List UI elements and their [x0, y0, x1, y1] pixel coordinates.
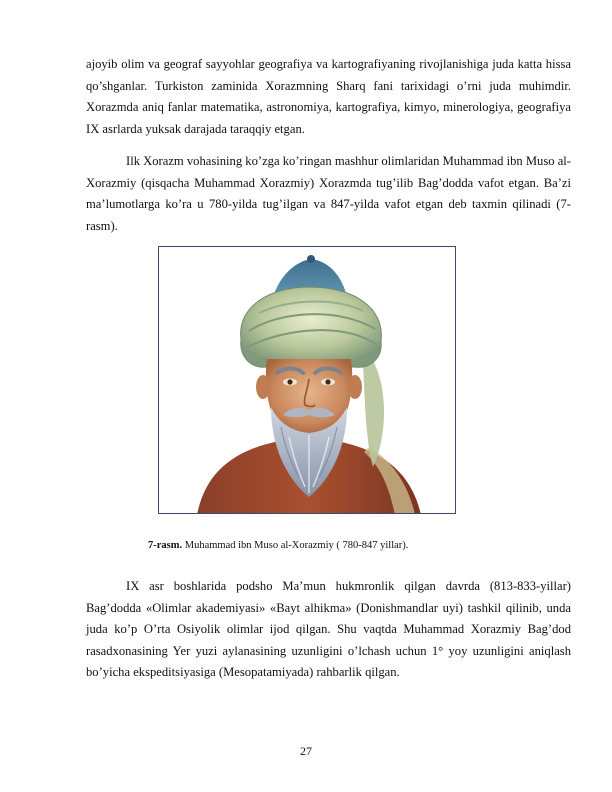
figure-caption	[148, 540, 408, 551]
page-number: 27	[300, 744, 312, 758]
paragraph-3: IX asr boshlarida podsho Ma’mun hukmronlik qilgan davrda (813-833-yillar) Bag’dodda «Olimlar akademiyasi» «Bayt alhikma» (Donishmandlar uyi) tashkil qilinib, unda juda ko’p O’rta Osiyolik olimlar ijod qilgan. Shu vaqtda Muhammad Xorazmiy Bag’dod rasadxonasining Yer yuzi aylanasining uzunligini o’lchash uchun 1° yoy uzunligini aniqlash bo’yicha ekspeditsiyasiga (Mesopatamiyada) rahbarlik qilgan.	[86, 579, 571, 679]
figure-caption-label: 7-rasm.	[148, 540, 183, 551]
portrait-illustration-icon	[159, 247, 456, 514]
paragraph-2: Ilk Xorazm vohasining ko’zga ko’ringan mashhur olimlaridan Muhammad ibn Muso al-Xorazmiy (qisqacha Muhammad Xorazmiy) Xorazmda tug’ilib Bag’dodda vafot etgan. Ba’zi ma’lumotlarga ko’ra u 780-yilda tug’ilgan va 847-yilda vafot etgan deb taxmin qilinadi (7-rasm).	[86, 154, 571, 233]
figure-caption-text: Muhammad ibn Muso al-Xorazmiy ( 780-847 yillar).	[182, 540, 409, 551]
paragraph-1: ajoyib olim va geograf sayyohlar geografiya va kartografiyaning rivojlanishiga juda katta hissa qo’shganlar. Turkiston zaminida Xorazmning Sharq fani tarixidagi o’rni juda muhimdir. Xorazmda aniq fanlar matematika, astronomiya, kartografiya, kimyo, minerologiya, geografiya IX asrlarda yuksak darajada taraqqiy etgan.	[86, 57, 571, 136]
portrait-figure	[158, 246, 456, 514]
